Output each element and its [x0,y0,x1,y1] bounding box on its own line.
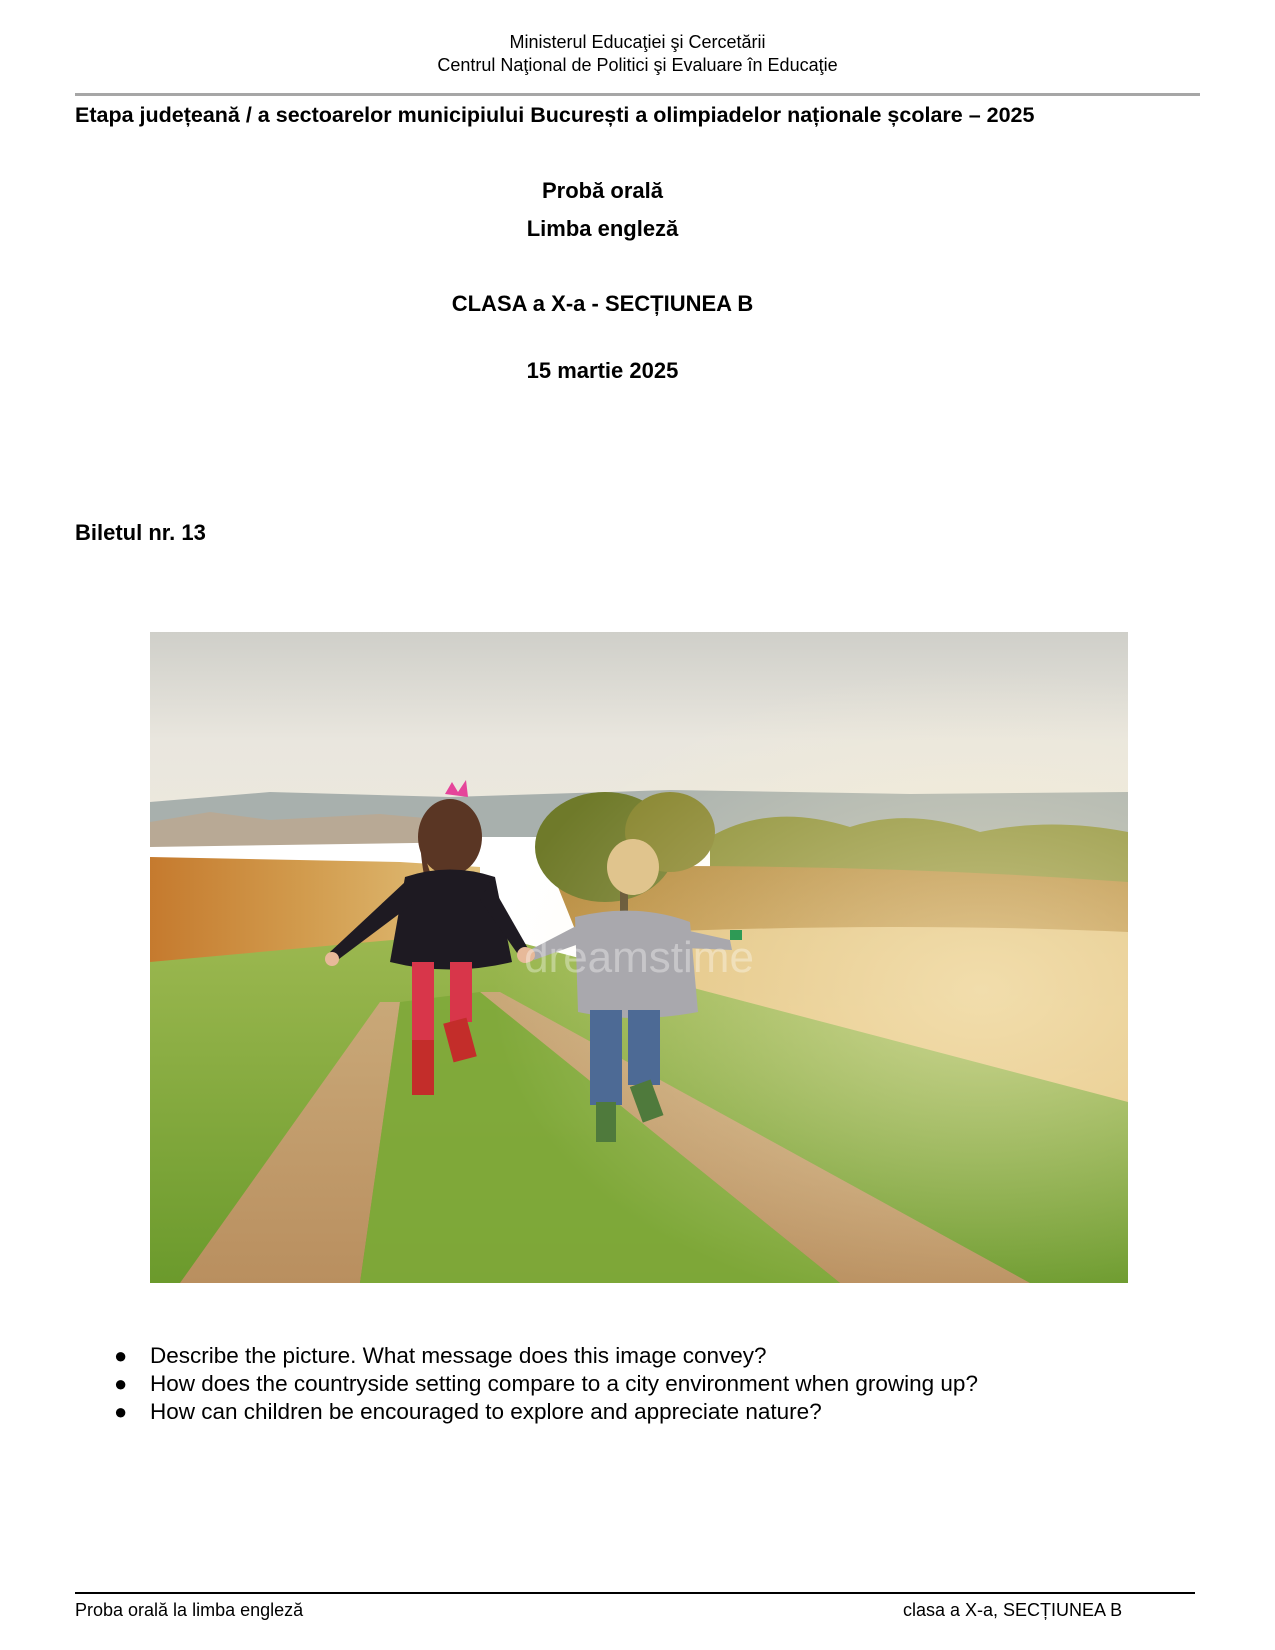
children-running-photo [150,632,1128,1283]
bullet-icon: ● [114,1399,128,1424]
ticket-number: Biletul nr. 13 [75,520,206,545]
bullet-icon: ● [114,1343,128,1368]
question-text: How can children be encouraged to explore and appreciate nature? [150,1399,822,1424]
list-item [110,1342,978,1370]
question-list [110,1342,978,1426]
ministry-name: Ministerul Educaţiei şi Cercetării [509,32,766,52]
subject-title: Limba engleză [526,216,679,241]
class-section: CLASA a X-a - SECȚIUNEA B [451,291,754,316]
question-text: How does the countryside setting compare to a city environment when growing up? [150,1371,978,1396]
footer-class-section: clasa a X-a, SECȚIUNEA B [903,1600,1123,1620]
question-text: Describe the picture. What message does this image convey? [150,1343,767,1368]
footer-divider [75,1592,1195,1594]
bullet-icon: ● [114,1371,128,1396]
footer-exam-name: Proba orală la limba engleză [75,1600,304,1620]
list-item [110,1370,978,1398]
list-item [110,1398,978,1426]
watermark-text: dreamstime [524,933,754,982]
center-name: Centrul Naţional de Politici şi Evaluare în Educaţie [437,55,838,75]
exam-type: Probă orală [541,178,664,203]
header-divider [75,93,1200,96]
exam-date: 15 martie 2025 [526,358,679,383]
stage-title: Etapa județeană / a sectoarelor municipiului București a olimpiadelor naționale școlare – 2025 [75,103,1035,127]
